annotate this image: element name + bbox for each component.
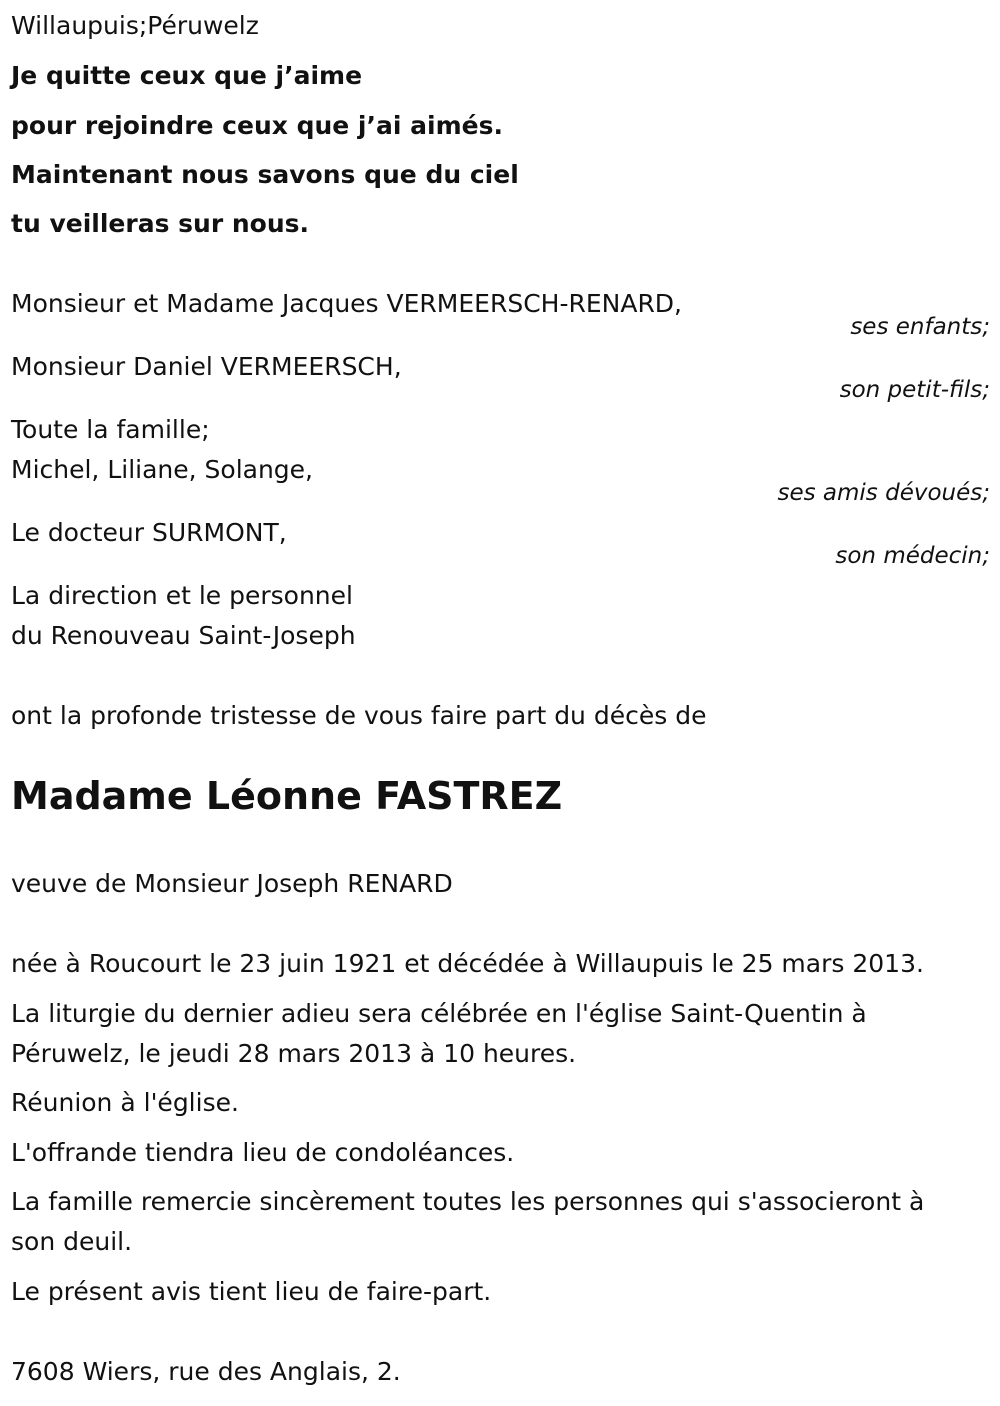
mourner-relation: ses amis dévoués; [777, 480, 990, 506]
mourner-name: Toute la famille; [11, 415, 210, 444]
birth-death-text: née à Roucourt le 23 juin 1921 et décédée à Willaupuis le 25 mars 2013. [11, 949, 924, 978]
mourner-name: Michel, Liliane, Solange, [11, 455, 314, 484]
notice-text: Le présent avis tient lieu de faire-part. [11, 1277, 492, 1306]
thanks-text: son deuil. [11, 1227, 133, 1256]
mourner-relation: son médecin; [835, 543, 990, 569]
mourner-name: Monsieur Daniel VERMEERSCH, [11, 352, 402, 381]
poem-line: Je quitte ceux que j’aime [11, 61, 363, 90]
announcement-text: ont la profonde tristesse de vous faire part du décès de [11, 701, 707, 730]
offering-text: L'offrande tiendra lieu de condoléances. [11, 1138, 515, 1167]
poem-line: Maintenant nous savons que du ciel [11, 160, 519, 189]
thanks-text: La famille remercie sincèrement toutes les personnes qui s'associeront à [11, 1187, 925, 1216]
widow-of-text: veuve de Monsieur Joseph RENARD [11, 869, 453, 898]
poem-line: pour rejoindre ceux que j’ai aimés. [11, 111, 503, 140]
deceased-name: Madame Léonne FASTREZ [11, 774, 563, 818]
mourner-name: La direction et le personnel [11, 581, 353, 610]
location-header: Willaupuis;Péruwelz [11, 11, 259, 40]
poem-line: tu veilleras sur nous. [11, 209, 310, 238]
address-text: 7608 Wiers, rue des Anglais, 2. [11, 1357, 401, 1386]
mourner-relation: ses enfants; [850, 314, 990, 340]
liturgy-text: Péruwelz, le jeudi 28 mars 2013 à 10 heures. [11, 1039, 577, 1068]
liturgy-text: La liturgie du dernier adieu sera célébrée en l'église Saint-Quentin à [11, 999, 867, 1028]
mourner-name: du Renouveau Saint-Joseph [11, 621, 356, 650]
meeting-text: Réunion à l'église. [11, 1088, 239, 1117]
mourner-name: Le docteur SURMONT, [11, 518, 287, 547]
mourner-name: Monsieur et Madame Jacques VERMEERSCH-RENARD, [11, 289, 683, 318]
mourner-relation: son petit-fils; [839, 377, 990, 403]
